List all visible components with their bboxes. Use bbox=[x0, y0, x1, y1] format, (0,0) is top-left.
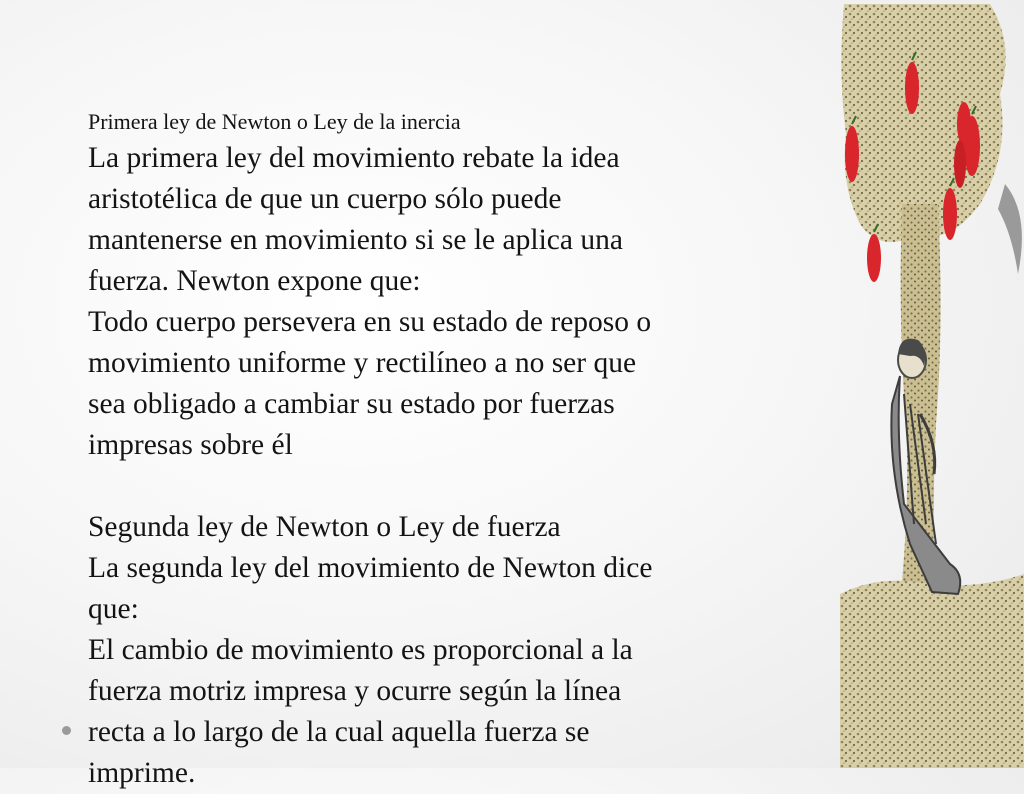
first-law-statement-line: sea obligado a cambiar su estado por fuerzas bbox=[88, 388, 615, 420]
second-law-line: que: bbox=[88, 593, 139, 625]
ground bbox=[840, 574, 1024, 768]
first-law-statement-line: Todo cuerpo persevera en su estado de reposo o bbox=[88, 306, 652, 338]
first-law-line: fuerza. Newton expone que: bbox=[88, 265, 421, 297]
paragraph-spacer bbox=[88, 466, 828, 507]
first-law-line: aristotélica de que un cuerpo sólo puede bbox=[88, 183, 562, 215]
second-law-heading: Segunda ley de Newton o Ley de fuerza bbox=[88, 511, 561, 543]
second-law-statement-line: El cambio de movimiento es proporcional a la bbox=[88, 634, 633, 666]
crescent-moon bbox=[998, 184, 1022, 274]
newton-apple-tree-illustration bbox=[840, 4, 1024, 768]
first-law-line: mantenerse en movimiento si se le aplica una bbox=[88, 224, 623, 256]
second-law-statement-line: imprime. bbox=[88, 757, 196, 789]
slide-text-body bbox=[88, 106, 828, 794]
second-law-statement-line: fuerza motriz impresa y ocurre según la línea bbox=[88, 675, 622, 707]
first-law-statement-line: impresas sobre él bbox=[88, 429, 293, 461]
second-law-line: La segunda ley del movimiento de Newton dice bbox=[88, 552, 653, 584]
bullet-dot bbox=[62, 726, 71, 735]
first-law-statement-line: movimiento uniforme y rectilíneo a no ser que bbox=[88, 347, 637, 379]
illustration-svg bbox=[840, 4, 1024, 768]
first-law-line: La primera ley del movimiento rebate la idea bbox=[88, 142, 620, 174]
first-law-heading: Primera ley de Newton o Ley de la inercia bbox=[88, 109, 461, 134]
second-law-statement-line: recta a lo largo de la cual aquella fuerza se bbox=[88, 716, 590, 748]
